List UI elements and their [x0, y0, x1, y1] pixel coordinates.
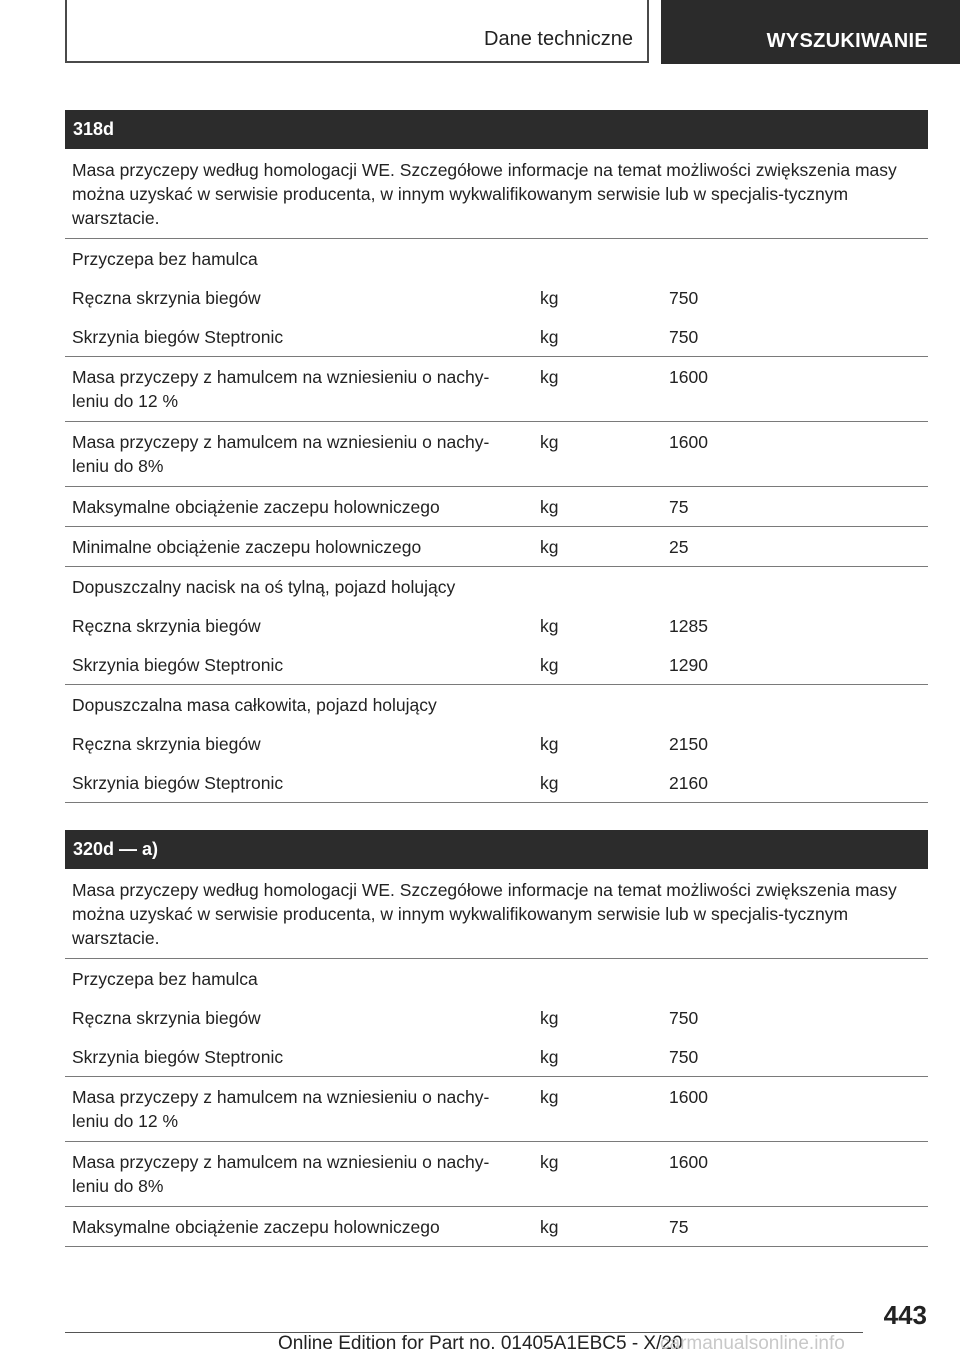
row-value: [669, 247, 928, 271]
row-label: Masa przyczepy z hamulcem na wzniesieniu o nachy-leniu do 12 %: [72, 367, 490, 411]
tab-wyszukiwanie[interactable]: [661, 0, 960, 64]
row-label: Ręczna skrzynia biegów: [72, 734, 261, 754]
row-value: 750: [669, 1008, 699, 1028]
row-label: Dopuszczalna masa całkowita, pojazd holujący: [72, 695, 437, 715]
table-row: [65, 1037, 928, 1077]
row-label: Przyczepa bez hamulca: [72, 969, 258, 989]
row-value: [669, 575, 928, 599]
table-row: [65, 998, 928, 1037]
block-description: Masa przyczepy według homologacji WE. Szczegółowe informacje na temat możliwości zwiększenia masy można uzyskać w serwisie producenta, w innym wykwalifikowanym serwisie lub w specjalis-tycznym warsztacie.: [65, 149, 928, 239]
row-label: Masa przyczepy z hamulcem na wzniesieniu o nachy-leniu do 12 %: [72, 1087, 490, 1131]
row-unit: kg: [540, 1217, 559, 1237]
table-row: [65, 527, 928, 567]
table-row: [65, 278, 928, 317]
table-row: [65, 567, 928, 606]
row-label: Skrzynia biegów Steptronic: [72, 655, 284, 675]
row-label: Maksymalne obciążenie zaczepu holowniczego: [72, 497, 440, 517]
table-row: [65, 239, 928, 278]
spec-block-318d: [65, 110, 928, 803]
row-value: 750: [669, 327, 699, 347]
table-row: [65, 959, 928, 998]
row-unit: kg: [540, 734, 559, 754]
table-row: [65, 317, 928, 357]
tab-wyszukiwanie-label: WYSZUKIWANIE: [766, 30, 928, 52]
row-unit: kg: [540, 288, 559, 308]
row-unit: [539, 575, 669, 599]
row-value: 2160: [669, 773, 708, 793]
row-unit: kg: [540, 327, 559, 347]
table-row: [65, 1207, 928, 1247]
row-label: Skrzynia biegów Steptronic: [72, 1047, 284, 1067]
row-unit: kg: [540, 773, 559, 793]
row-unit: kg: [540, 497, 559, 517]
table-row: [65, 724, 928, 763]
row-label: Masa przyczepy z hamulcem na wzniesieniu o nachy-leniu do 8%: [72, 1152, 490, 1196]
row-unit: kg: [540, 367, 559, 387]
row-label: Dopuszczalny nacisk na oś tylną, pojazd holujący: [72, 577, 456, 597]
watermark: carmanualsonline.info: [660, 1333, 845, 1354]
row-unit: kg: [540, 1008, 559, 1028]
row-label: Ręczna skrzynia biegów: [72, 288, 261, 308]
table-row: [65, 357, 928, 422]
row-label: Masa przyczepy z hamulcem na wzniesieniu o nachy-leniu do 8%: [72, 432, 490, 476]
row-label: Przyczepa bez hamulca: [72, 249, 258, 269]
row-label: Skrzynia biegów Steptronic: [72, 773, 284, 793]
row-label: Minimalne obciążenie zaczepu holowniczego: [72, 537, 422, 557]
row-label: Maksymalne obciążenie zaczepu holowniczego: [72, 1217, 440, 1237]
table-row: [65, 1077, 928, 1142]
edition-text: Online Edition for Part no. 01405A1EBC5 - X/20: [278, 1333, 683, 1354]
row-value: 25: [669, 537, 689, 557]
row-label: Ręczna skrzynia biegów: [72, 1008, 261, 1028]
row-value: 1600: [669, 1152, 708, 1172]
row-value: 750: [669, 288, 699, 308]
table-row: [65, 645, 928, 685]
row-value: 1290: [669, 655, 708, 675]
row-unit: [539, 967, 669, 991]
table-row: [65, 763, 928, 803]
row-unit: kg: [540, 655, 559, 675]
row-label: Ręczna skrzynia biegów: [72, 616, 261, 636]
table-row: [65, 487, 928, 527]
row-value: 1600: [669, 1087, 708, 1107]
row-label: Skrzynia biegów Steptronic: [72, 327, 284, 347]
page-number: 443: [883, 1300, 927, 1330]
row-unit: kg: [540, 1087, 559, 1107]
row-value: [669, 693, 928, 717]
row-value: 75: [669, 1217, 689, 1237]
page-header: [0, 0, 960, 66]
table-row: [65, 422, 928, 487]
row-unit: kg: [540, 537, 559, 557]
table-row: [65, 1142, 928, 1207]
row-unit: [539, 247, 669, 271]
tab-dane-techniczne-label: Dane techniczne: [484, 28, 633, 50]
row-value: 750: [669, 1047, 699, 1067]
row-unit: [539, 693, 669, 717]
tab-dane-techniczne[interactable]: [65, 0, 649, 63]
row-unit: kg: [540, 1152, 559, 1172]
row-unit: kg: [540, 1047, 559, 1067]
block-description: Masa przyczepy według homologacji WE. Szczegółowe informacje na temat możliwości zwiększenia masy można uzyskać w serwisie producenta, w innym wykwalifikowanym serwisie lub w specjalis-tycznym warsztacie.: [65, 869, 928, 959]
row-value: 1285: [669, 616, 708, 636]
block-title: 318d: [65, 110, 928, 149]
row-value: 1600: [669, 432, 708, 452]
row-unit: kg: [540, 616, 559, 636]
row-value: [669, 967, 928, 991]
block-title: 320d — a): [65, 830, 928, 869]
row-value: 2150: [669, 734, 708, 754]
row-unit: kg: [540, 432, 559, 452]
spec-block-320d: [65, 830, 928, 1247]
row-value: 75: [669, 497, 689, 517]
table-row: [65, 606, 928, 645]
row-value: 1600: [669, 367, 708, 387]
table-row: [65, 685, 928, 724]
